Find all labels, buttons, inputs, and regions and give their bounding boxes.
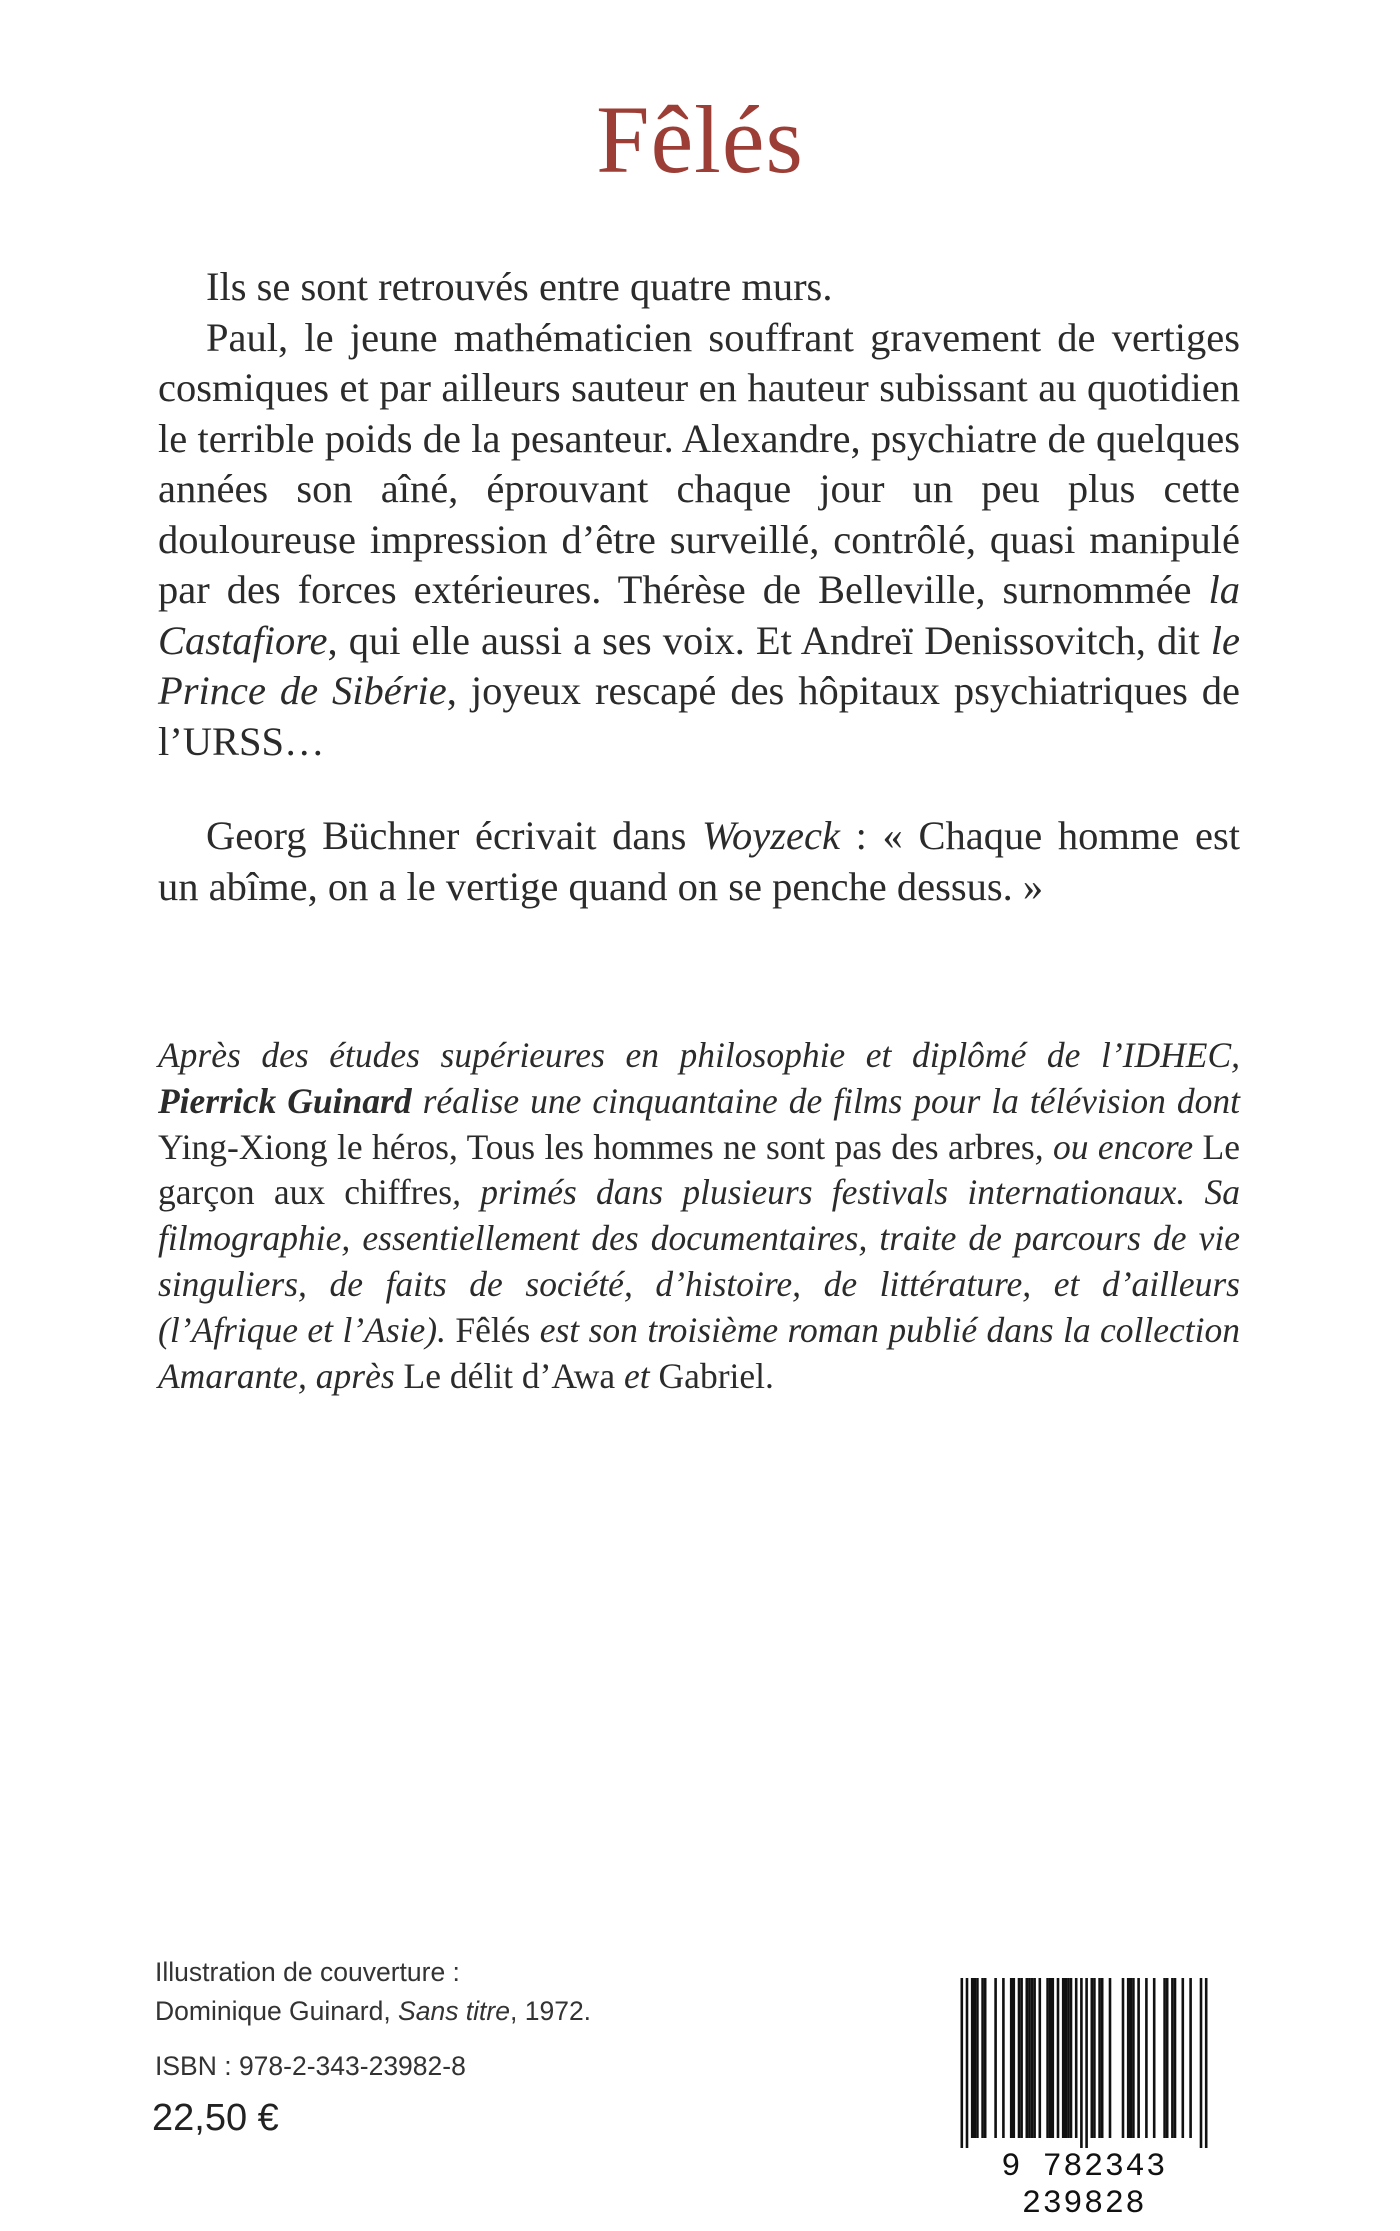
barcode-digits: 9 782343 239828 (954, 2148, 1214, 2222)
blurb-paragraph-1: Ils se sont retrouvés entre quatre murs. (206, 264, 833, 309)
blurb-quote-paragraph (158, 811, 1240, 912)
work-title-woyzeck: Woyzeck (702, 813, 840, 858)
bio-text: . (765, 1355, 774, 1396)
barcode-bar (1075, 1978, 1078, 2138)
barcode-bar (1127, 1978, 1130, 2138)
book-price: 22,50 € (152, 2097, 279, 2139)
blurb-paragraph-2 (158, 313, 1240, 768)
barcode-bar (971, 1978, 974, 2138)
film-title: Tous les hommes ne sont pas des arbres (466, 1126, 1035, 1167)
barcode-bar (1101, 1978, 1104, 2138)
barcode-bar (1065, 1978, 1068, 2138)
barcode-bar (961, 1978, 964, 2148)
barcode-bar (1052, 1978, 1055, 2138)
barcode-bar (1046, 1978, 1049, 2138)
bio-text: , ou encore (1034, 1126, 1203, 1167)
bio-text: , (448, 1126, 467, 1167)
author-name: Pierrick Guinard (158, 1080, 412, 1121)
barcode-bar (1189, 1978, 1192, 2138)
barcode-bar (1174, 1978, 1177, 2138)
credit-year: , 1972. (510, 1996, 592, 2026)
barcode-bar (1153, 1978, 1156, 2138)
barcode-bar (1033, 1978, 1036, 2138)
barcode-bar (1020, 1978, 1023, 2138)
barcode-bar (1070, 1978, 1073, 2138)
barcode-bar (1098, 1978, 1101, 2138)
barcode-bar (1002, 1978, 1005, 2138)
barcode-bar (1062, 1978, 1065, 2138)
barcode-bar (1171, 1978, 1174, 2138)
blurb-text: , qui elle aussi a ses voix. Et Andreï Denissovitch, dit (327, 617, 1211, 663)
barcode-bar (1080, 1978, 1083, 2148)
barcode-bar (1057, 1978, 1060, 2138)
nickname-castafiore: la Castafiore (158, 567, 1240, 663)
barcode-bar (1093, 1978, 1096, 2138)
nickname-prince: le Prince de Sibérie (158, 617, 1240, 713)
bio-text: réalise une cinquantaine de films pour la télévision dont (411, 1080, 1241, 1121)
book-title-ref: Le délit d’Awa (403, 1355, 616, 1396)
barcode-bar (1122, 1978, 1125, 2138)
cover-illustration-credit (155, 1953, 591, 2031)
blurb-text: Paul, le jeune mathématicien souffrant gravement de vertiges cosmiques et par ailleurs sauteur en hauteur subissant au quotidien le terrible poids de la pesanteur. Alexandre, psychiatre de quelques années son aîné, éprouvant chaque jour un peu plus cette douloureuse impression d’être surveillé, contrôlé, quasi manipulé par des forces extérieures. Thérèse de Belleville, surnommée (158, 314, 1240, 612)
bio-text: est son troisième roman publié dans la collection Amarante, après (158, 1309, 1240, 1396)
barcode-bar (1085, 1978, 1088, 2148)
barcode-bar (1013, 1978, 1016, 2138)
back-cover-blurb (158, 262, 1240, 912)
book-title-ref: Fêlés (455, 1309, 531, 1350)
film-title: Ying-Xiong le héros (158, 1126, 449, 1167)
book-title-ref: Gabriel (658, 1355, 765, 1396)
barcode-bar (1130, 1978, 1133, 2138)
barcode-bar (984, 1978, 987, 2138)
barcode-bar (1031, 1978, 1034, 2138)
barcode-bar (1205, 1978, 1208, 2148)
credit-line-1: Illustration de couverture : (155, 1957, 460, 1987)
blurb-text: : « Chaque homme est un abîme, on a le vertige quand on se penche dessus. » (158, 813, 1241, 909)
barcode-bar (1091, 1978, 1094, 2138)
barcode-bar (1182, 1978, 1185, 2138)
credit-artist: Dominique Guinard, (155, 1996, 399, 2026)
barcode-bar (1145, 1978, 1148, 2138)
film-title: Le garçon aux chiffres (158, 1126, 1240, 1213)
barcode-bar (966, 1978, 969, 2148)
barcode-bar (994, 1978, 997, 2138)
artwork-title: Sans titre (398, 1996, 510, 2026)
barcode-bar (1010, 1978, 1013, 2138)
barcode-bar (974, 1978, 977, 2138)
book-title: Fêlés (596, 86, 804, 193)
barcode-bar (1018, 1978, 1021, 2138)
barcode-bar (1026, 1978, 1029, 2138)
barcode-bar (1132, 1978, 1135, 2138)
barcode-bar (1200, 1978, 1203, 2148)
barcode-bar (981, 1978, 984, 2138)
bio-paragraph (158, 1033, 1240, 1399)
barcode-bar (1137, 1978, 1140, 2138)
credit-line-2 (155, 1992, 591, 2031)
barcode-bar (976, 1978, 979, 2138)
barcode-bar (1109, 1978, 1112, 2138)
bio-text: et (615, 1355, 659, 1396)
isbn-number: ISBN : 978-2-343-23982-8 (155, 2051, 466, 2081)
author-biography (158, 1033, 1240, 1399)
barcode-bar (1049, 1978, 1052, 2138)
blurb-text: , joyeux rescapé des hôpitaux psychiatriques de l’URSS… (158, 668, 1240, 764)
barcode-bar (1067, 1978, 1070, 2138)
barcode-bar (1166, 1978, 1169, 2138)
barcode-bar (1163, 1978, 1166, 2138)
bio-text: Après des études supérieures en philosophie et diplômé de l’IDHEC, (158, 1035, 1240, 1075)
barcode-bar (1028, 1978, 1031, 2138)
barcode-bar (1039, 1978, 1042, 2138)
blurb-text: Georg Büchner écrivait dans (206, 813, 703, 858)
bio-text: , primés dans plusieurs festivals internationaux. Sa filmographie, essentiellement des documentaires, traite de parcours de vie singuliers, de faits de société, d’histoire, de littérature, et d’ailleurs (l’Afrique et l’Asie). (158, 1172, 1240, 1350)
